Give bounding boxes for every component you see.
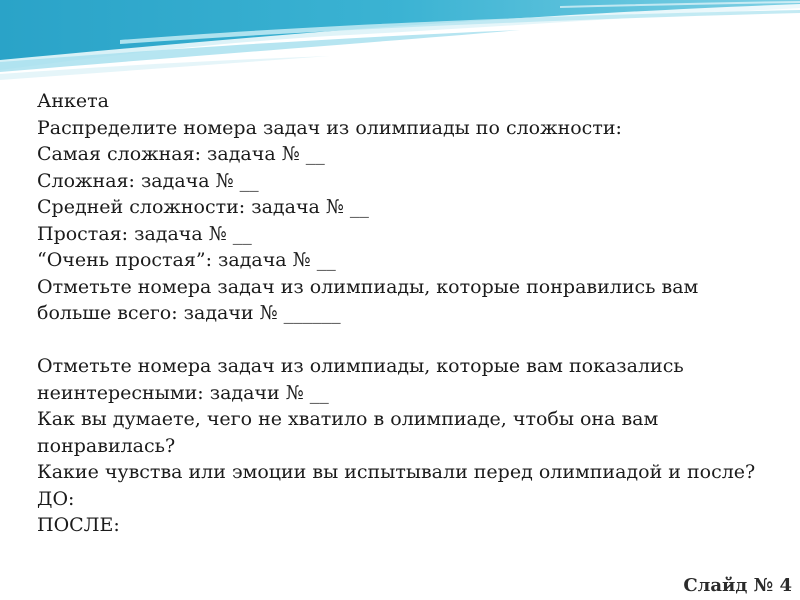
question-missing-line2: понравилась? [37, 434, 176, 457]
question-missing-line1: Как вы думаете, чего не хватило в олимпиаде, чтобы она вам [37, 408, 659, 430]
question-liked-line2: больше всего: задачи № ______ [37, 302, 341, 324]
slide-number: Слайд № 4 [683, 575, 792, 596]
question-very-easy: “Очень простая”: задача № __ [37, 249, 336, 271]
question-hard: Сложная: задача № __ [37, 169, 259, 192]
answer-before-label: ДО: [37, 487, 75, 510]
blank-line [37, 327, 777, 354]
question-easy: Простая: задача № __ [37, 222, 252, 245]
survey-intro: Распределите номера задач из олимпиады по сложности: [37, 116, 622, 139]
wave-header-decoration [0, 0, 800, 90]
question-hardest: Самая сложная: задача № __ [37, 143, 325, 165]
survey-text [37, 88, 777, 539]
question-liked-line1: Отметьте номера задач из олимпиады, которые понравились вам [37, 275, 699, 298]
question-boring-line2: неинтересными: задачи № __ [37, 381, 329, 404]
question-feelings: Какие чувства или эмоции вы испытывали перед олимпиадой и после? [37, 461, 756, 483]
answer-after-label: ПОСЛЕ: [37, 514, 120, 536]
question-medium: Средней сложности: задача № __ [37, 196, 369, 218]
question-boring-line1: Отметьте номера задач из олимпиады, которые вам показались [37, 355, 684, 377]
survey-title: Анкета [37, 90, 110, 112]
